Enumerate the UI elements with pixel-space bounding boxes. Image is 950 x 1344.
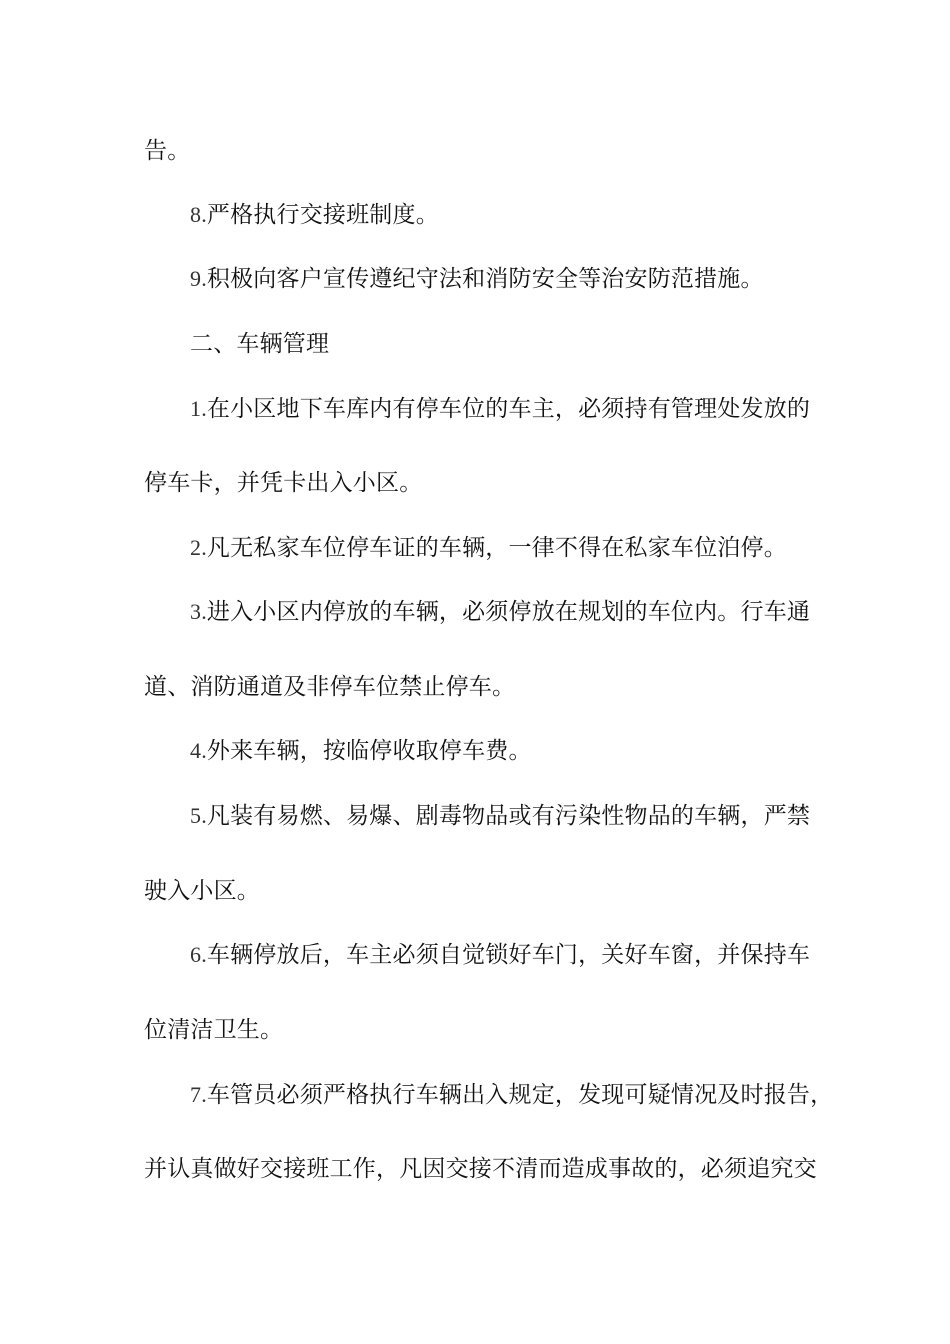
vehicle-rule-6 [190, 940, 810, 970]
item-text: 车管员必须严格执行车辆出入规定，发现可疑情况及时报告， [206, 1082, 834, 1108]
paragraph-continuation [144, 136, 190, 166]
item-number: 7. [190, 1082, 207, 1107]
line-text: 道、消防通道及非停车位禁止停车。 [144, 674, 516, 700]
vehicle-rule-7-continuation [144, 1154, 817, 1184]
rule-item-9 [190, 264, 764, 294]
vehicle-rule-2 [190, 533, 787, 563]
vehicle-rule-1-continuation [144, 468, 422, 498]
item-number: 5. [190, 803, 207, 828]
item-number: 6. [190, 942, 207, 967]
item-number: 2. [190, 535, 207, 560]
line-text: 并认真做好交接班工作，凡因交接不清而造成事故的，必须追究交 [144, 1156, 817, 1182]
item-number: 3. [190, 599, 207, 624]
item-text: 车辆停放后，车主必须自觉锁好车门，关好车窗，并保持车 [206, 942, 811, 968]
vehicle-rule-1 [190, 394, 810, 424]
section-heading [190, 329, 329, 359]
vehicle-rule-5 [190, 801, 810, 831]
vehicle-rule-3 [190, 597, 810, 627]
item-text: 外来车辆，按临停收取停车费。 [206, 738, 532, 764]
item-number: 9. [190, 266, 207, 291]
vehicle-rule-5-continuation [144, 876, 260, 906]
item-number: 4. [190, 738, 207, 763]
vehicle-rule-4 [190, 736, 532, 766]
item-text: 凡无私家车位停车证的车辆，一律不得在私家车位泊停。 [206, 535, 787, 561]
section-title: 二、车辆管理 [190, 331, 330, 357]
item-text: 进入小区内停放的车辆，必须停放在规划的车位内。行车通 [206, 599, 811, 625]
line-text: 驶入小区。 [144, 878, 260, 904]
vehicle-rule-7 [190, 1080, 833, 1110]
item-number: 1. [190, 396, 207, 421]
line-text: 告。 [144, 138, 191, 164]
item-text: 积极向客户宣传遵纪守法和消防安全等治安防范措施。 [206, 266, 764, 292]
line-text: 停车卡，并凭卡出入小区。 [144, 470, 423, 496]
vehicle-rule-3-continuation [144, 672, 515, 702]
vehicle-rule-6-continuation [144, 1015, 283, 1045]
line-text: 位清洁卫生。 [144, 1017, 284, 1043]
item-text: 严格执行交接班制度。 [206, 202, 439, 228]
rule-item-8 [190, 200, 439, 230]
item-text: 在小区地下车库内有停车位的车主，必须持有管理处发放的 [206, 396, 811, 422]
item-number: 8. [190, 202, 207, 227]
item-text: 凡装有易燃、易爆、剧毒物品或有污染性物品的车辆，严禁 [206, 803, 811, 829]
